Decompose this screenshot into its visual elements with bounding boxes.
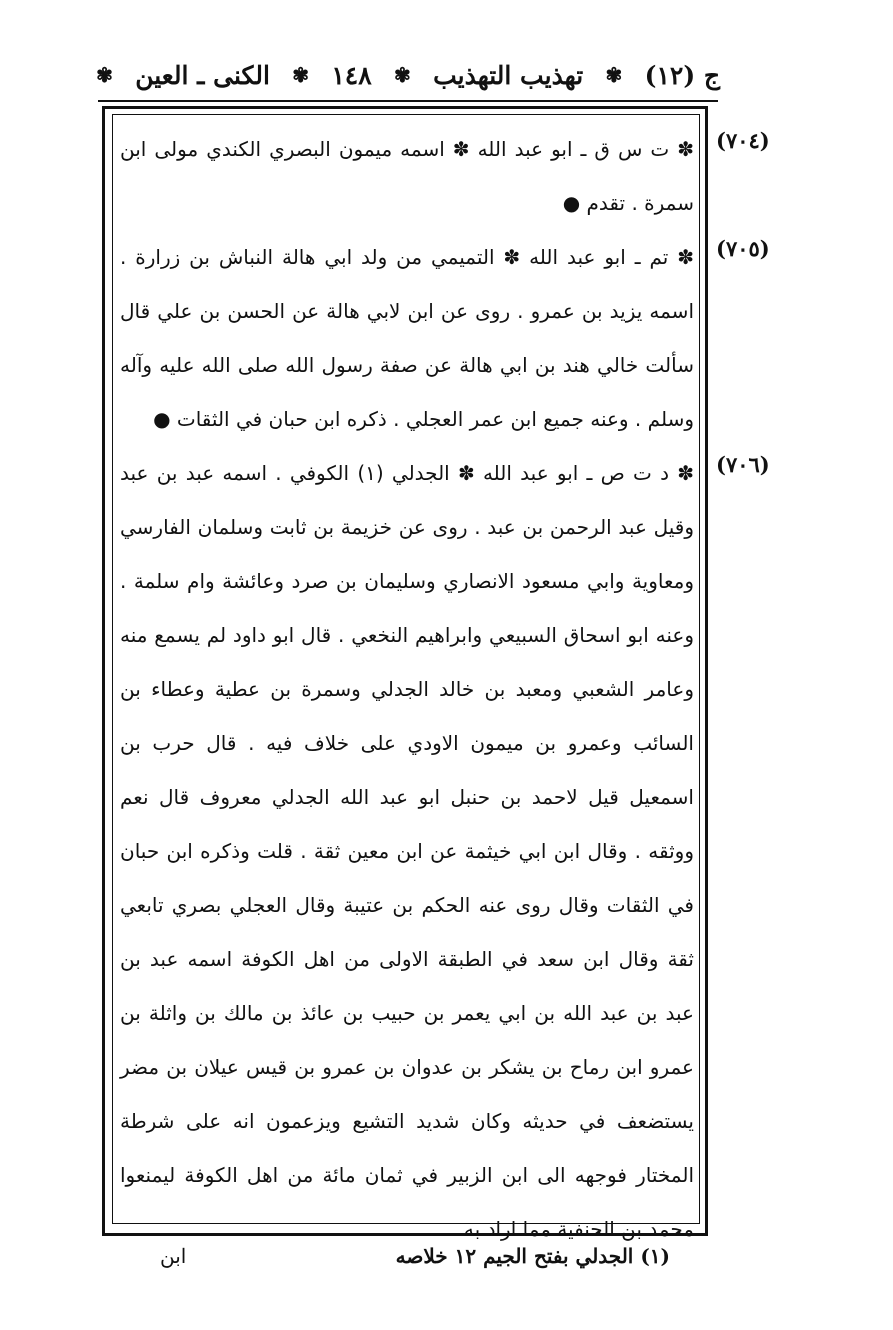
- entry-number: (٧٠٦): [716, 452, 770, 477]
- entry-text: ✽ د ت ص ـ ابو عبد الله ✽ الجدلي (١) الكوفي . اسمه عبد بن عبد وقيل عبد الرحمن بن عبد . روى عن خزيمة بن ثابت وسلمان الفارسي ومعاوية وابي مسعود الانصاري وسليمان بن صرد وعائشة وام سلمة . وعنه ابو اسحاق السبيعي وابراهيم النخعي . قال ابو داود لم يسمع منه وعامر الشعبي ومعبد بن خالد الجدلي وسمرة بن عطية وعطاء بن السائب وعمرو بن ميمون الاودي على خلاف فيه . قال حرب بن اسمعيل قيل لاحمد بن حنبل ابو عبد الله الجدلي معروف قال نعم ووثقه . وقال ابن ابي خيثمة عن ابن معين ثقة . قلت وذكره ابن حبان في الثقات وقال روى عنه الحكم بن عتيبة وقال العجلي بصري تابعي ثقة وقال ابن سعد في الطبقة الاولى من اهل الكوفة اسمه عبد بن عبد بن عبد الله بن ابي يعمر بن حبيب بن عائذ بن مالك بن واثلة بن عمرو ابن رماح بن يشكر بن عدوان بن عمرو بن قيس عيلان بن مضر يستضعف في حديثه وكان شديد التشيع ويزعمون انه على شرطة المختار فوجهه الى ابن الزبير في ثمان مائة من اهل الكوفة ليمنعوا محمد بن الحنفية مما اراد به: [120, 461, 694, 1241]
- header-rule: [98, 100, 718, 102]
- flower-ornament-icon: ✾: [292, 63, 309, 87]
- entry-number: (٧٠٥): [716, 236, 770, 261]
- page-number: ١٤٨: [331, 60, 372, 90]
- entry-text: ✽ تم ـ ابو عبد الله ✽ التميمي من ولد ابي هالة النباش بن زرارة . اسمه يزيد بن عمرو . روى عن ابن لابي هالة عن الحسن بن علي قال سألت خالي هند بن ابي هالة عن صفة رسول الله صلى الله عليه وآله وسلم . وعنه جميع ابن عمر العجلي . ذكره ابن حبان في الثقات ●: [120, 245, 694, 431]
- main-text: [120, 122, 694, 1256]
- entry-text: ✽ ت س ق ـ ابو عبد الله ✽ اسمه ميمون البصري الكندي مولى ابن سمرة . تقدم ●: [120, 137, 694, 215]
- volume-number: ج (١٢): [644, 60, 720, 90]
- page-header: [92, 52, 720, 98]
- footnote-area: [150, 1234, 670, 1278]
- entry-number: (٧٠٤): [716, 128, 770, 153]
- section-title: الكنى ـ العين: [135, 60, 270, 90]
- footnote: (١) الجدلي بفتح الجيم ١٢ خلاصه: [395, 1244, 670, 1268]
- book-title: تهذيب التهذيب: [433, 60, 584, 90]
- catchword: ابن: [160, 1244, 187, 1268]
- flower-ornament-icon: ✾: [605, 63, 623, 87]
- flower-ornament-icon: ✾: [393, 63, 411, 87]
- flower-ornament-icon: ✾: [96, 63, 113, 87]
